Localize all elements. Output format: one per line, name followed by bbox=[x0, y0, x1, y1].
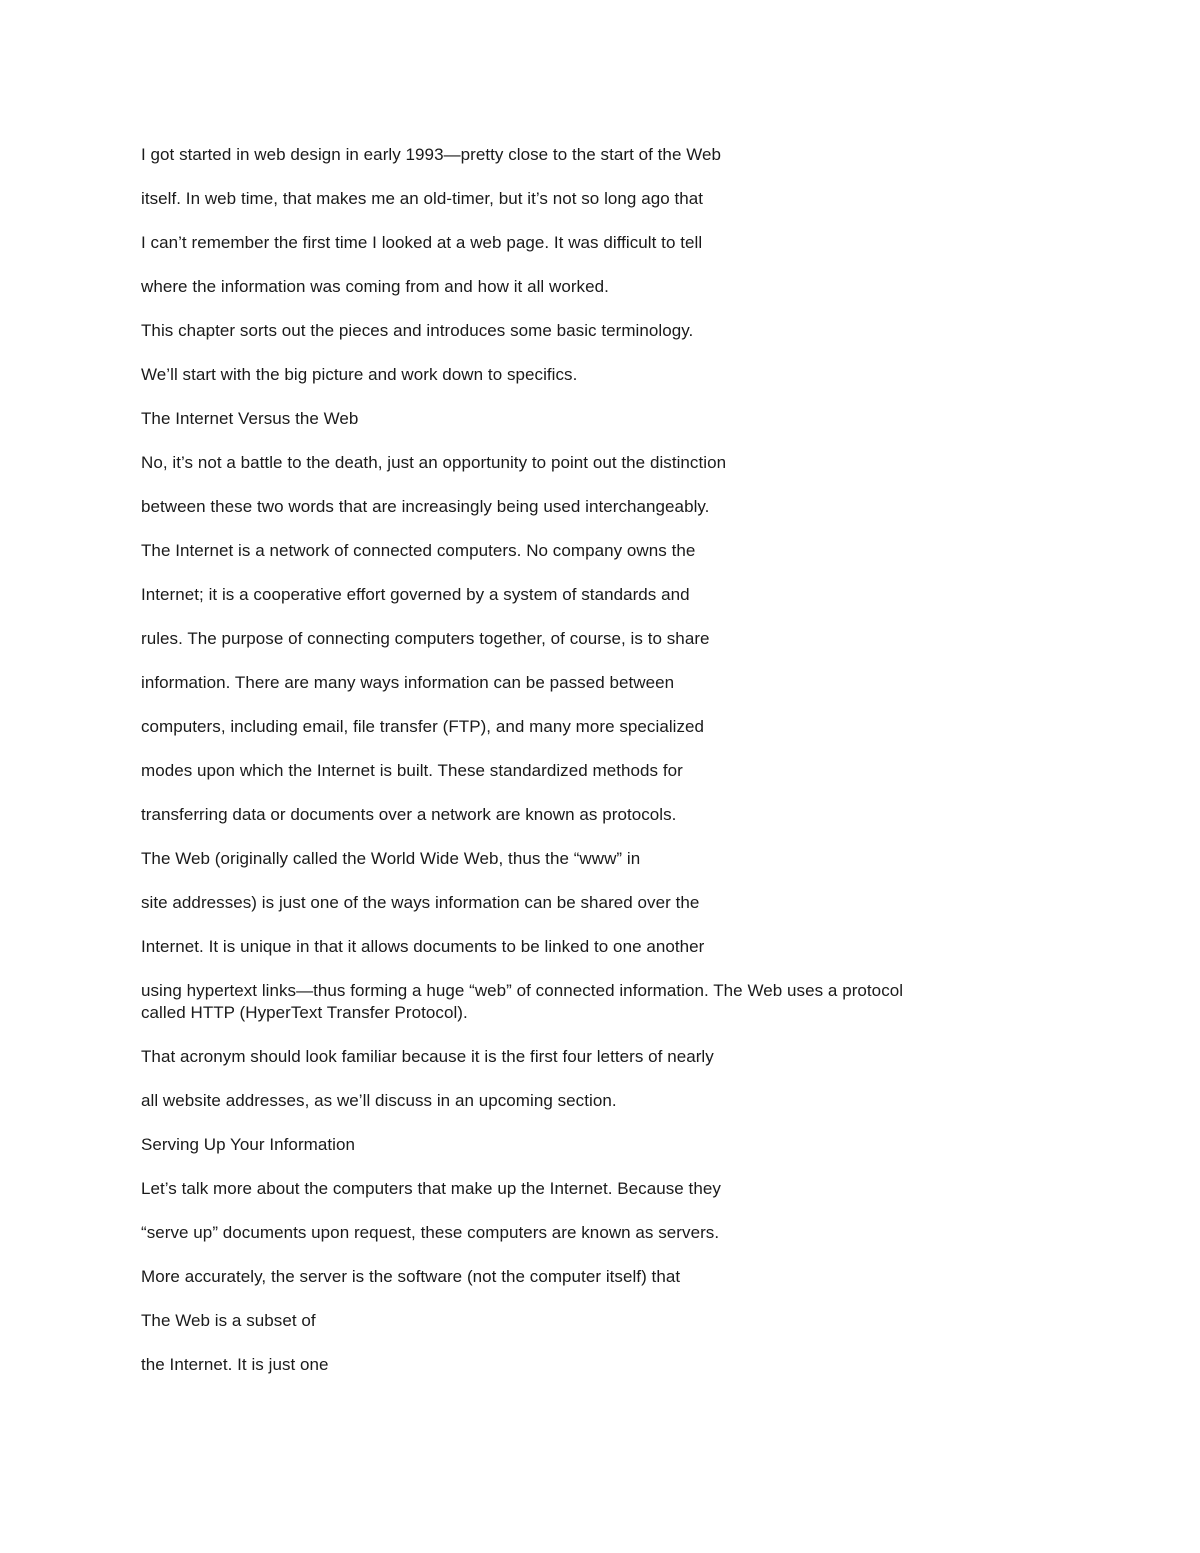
text-line: The Internet is a network of connected computers. No company owns the bbox=[141, 541, 696, 560]
text-line: using hypertext links—thus forming a huge “web” of connected information. The Web uses a protocol bbox=[141, 981, 904, 1000]
text-line: We’ll start with the big picture and work down to specifics. bbox=[141, 365, 578, 384]
text-line: transferring data or documents over a network are known as protocols. bbox=[141, 805, 677, 824]
text-line: More accurately, the server is the software (not the computer itself) that bbox=[141, 1267, 681, 1286]
text-line: site addresses) is just one of the ways information can be shared over the bbox=[141, 893, 700, 912]
section-heading: Serving Up Your Information bbox=[141, 1135, 355, 1154]
text-line: where the information was coming from and how it all worked. bbox=[141, 277, 609, 296]
text-line: No, it’s not a battle to the death, just an opportunity to point out the distinction bbox=[141, 453, 727, 472]
text-line: “serve up” documents upon request, these computers are known as servers. bbox=[141, 1223, 720, 1242]
section-heading: The Internet Versus the Web bbox=[141, 409, 359, 428]
text-line: between these two words that are increasingly being used interchangeably. bbox=[141, 497, 710, 516]
text-line: That acronym should look familiar because it is the first four letters of nearly bbox=[141, 1047, 714, 1066]
text-line: I got started in web design in early 1993—pretty close to the start of the Web bbox=[141, 145, 722, 164]
text-line: Internet; it is a cooperative effort governed by a system of standards and bbox=[141, 585, 690, 604]
text-line: all website addresses, as we’ll discuss in an upcoming section. bbox=[141, 1091, 617, 1110]
text-line: itself. In web time, that makes me an old-timer, but it’s not so long ago that bbox=[141, 189, 704, 208]
text-line: modes upon which the Internet is built. These standardized methods for bbox=[141, 761, 683, 780]
sidebar-note-line: The Web is a subset of bbox=[141, 1311, 316, 1330]
text-line: called HTTP (HyperText Transfer Protocol). bbox=[141, 1003, 468, 1022]
text-line: The Web (originally called the World Wide Web, thus the “www” in bbox=[141, 849, 641, 868]
sidebar-note-line: the Internet. It is just one bbox=[141, 1355, 329, 1374]
text-line: Let’s talk more about the computers that make up the Internet. Because they bbox=[141, 1179, 721, 1198]
text-line: information. There are many ways information can be passed between bbox=[141, 673, 675, 692]
text-line: This chapter sorts out the pieces and introduces some basic terminology. bbox=[141, 321, 694, 340]
text-line: computers, including email, file transfer (FTP), and many more specialized bbox=[141, 717, 705, 736]
text-line: I can’t remember the first time I looked at a web page. It was difficult to tell bbox=[141, 233, 703, 252]
text-line: rules. The purpose of connecting computers together, of course, is to share bbox=[141, 629, 710, 648]
body-text bbox=[141, 143, 1061, 1397]
text-line: Internet. It is unique in that it allows documents to be linked to one another bbox=[141, 937, 705, 956]
